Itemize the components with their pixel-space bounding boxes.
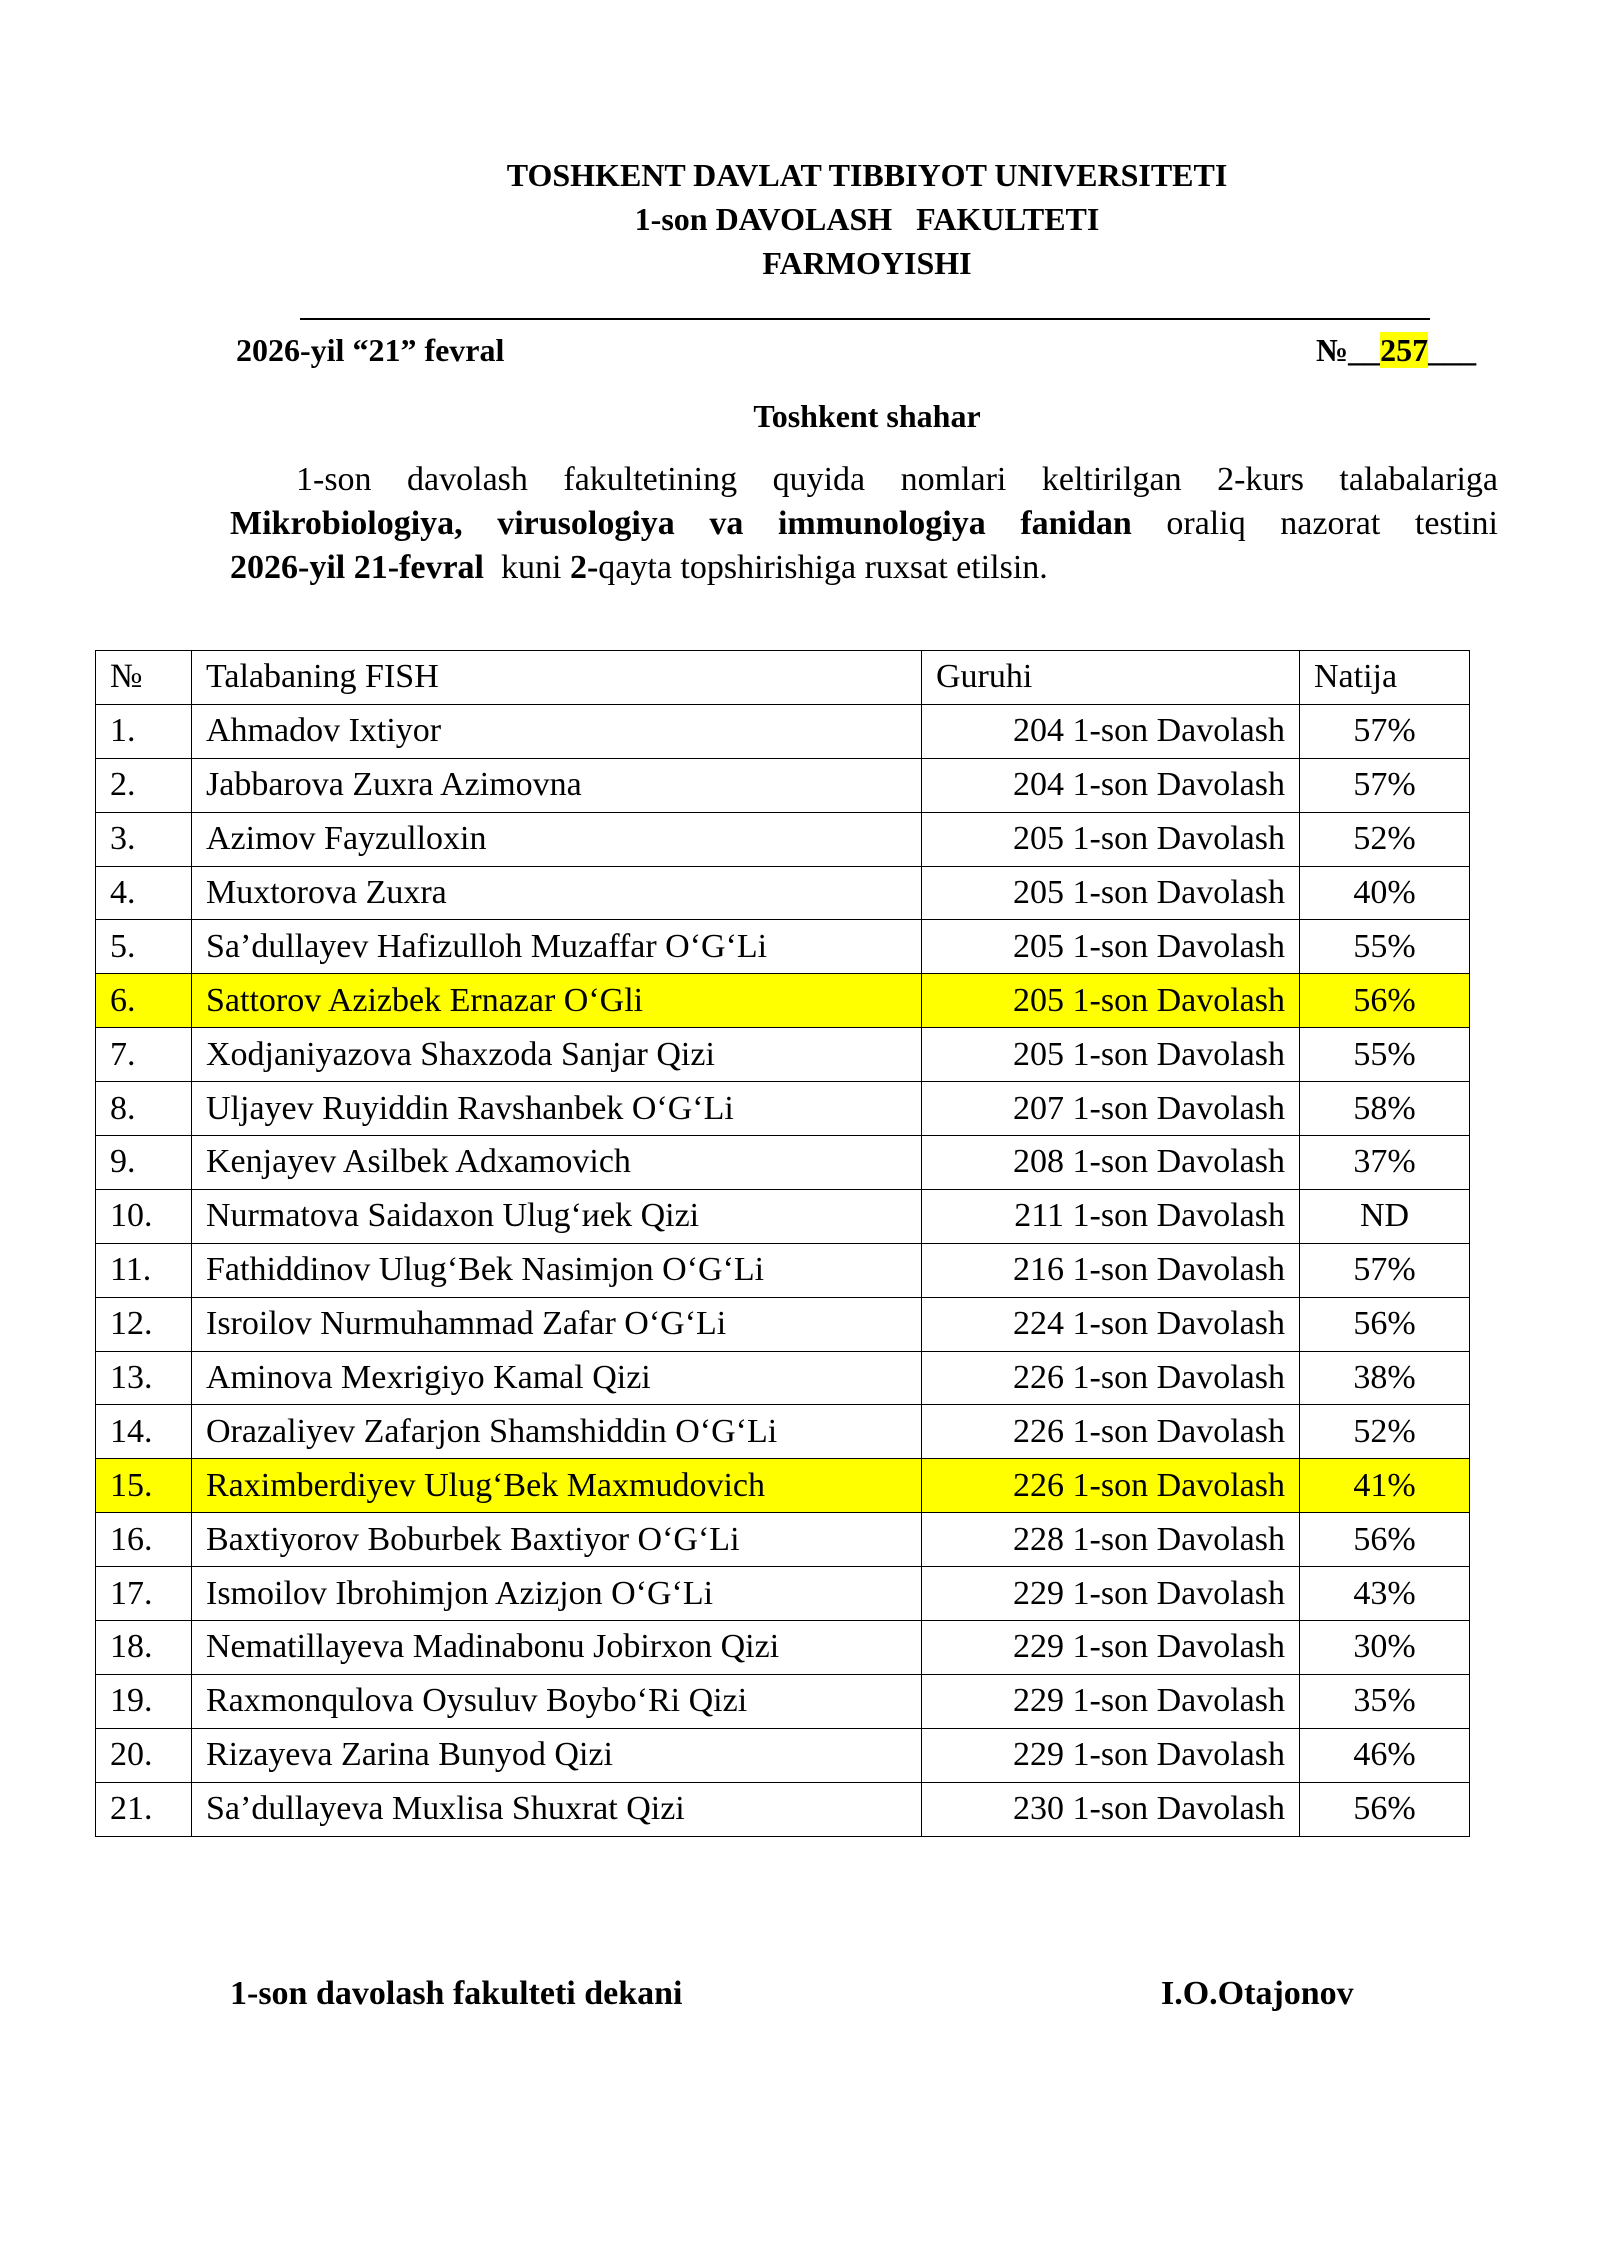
intro-attempt: 2- [569, 549, 599, 586]
cell-group: 207 1-son Davolash [922, 1082, 1300, 1136]
signatory-name: I.O.Otajonov [1161, 1975, 1354, 2012]
cell-name: Ismoilov Ibrohimjon Azizjon O‘G‘Li [192, 1567, 922, 1621]
table-row [96, 1513, 1470, 1567]
cell-group: 230 1-son Davolash [922, 1782, 1300, 1836]
cell-number: 6. [96, 974, 192, 1028]
cell-name: Raximberdiyev Ulug‘Bek Maxmudovich [192, 1459, 922, 1513]
cell-result: 43% [1300, 1567, 1470, 1621]
header-number: № [96, 651, 192, 705]
cell-name: Uljayev Ruyiddin Ravshanbek O‘G‘Li [192, 1082, 922, 1136]
cell-group: 229 1-son Davolash [922, 1728, 1300, 1782]
table-row [96, 812, 1470, 866]
city: Toshkent shahar [753, 398, 981, 434]
table-row [96, 1136, 1470, 1190]
cell-group: 204 1-son Davolash [922, 758, 1300, 812]
cell-group: 205 1-son Davolash [922, 920, 1300, 974]
cell-group: 208 1-son Davolash [922, 1136, 1300, 1190]
table-row [96, 920, 1470, 974]
cell-group: 229 1-son Davolash [922, 1567, 1300, 1621]
cell-group: 205 1-son Davolash [922, 866, 1300, 920]
cell-result: 37% [1300, 1136, 1470, 1190]
cell-result: 38% [1300, 1351, 1470, 1405]
cell-name: Sattorov Azizbek Ernazar O‘Gli [192, 974, 922, 1028]
cell-name: Ahmadov Ixtiyor [192, 704, 922, 758]
cell-group: 224 1-son Davolash [922, 1297, 1300, 1351]
cell-number: 16. [96, 1513, 192, 1567]
table-row [96, 1459, 1470, 1513]
cell-number: 9. [96, 1136, 192, 1190]
table-row [96, 1674, 1470, 1728]
intro-part3: kuni [484, 549, 570, 586]
cell-result: 56% [1300, 1297, 1470, 1351]
cell-group: 211 1-son Davolash [922, 1189, 1300, 1243]
cell-result: 35% [1300, 1674, 1470, 1728]
intro-part2: oraliq nazorat testini [1131, 505, 1498, 542]
cell-group: 205 1-son Davolash [922, 974, 1300, 1028]
table-row [96, 1297, 1470, 1351]
cell-number: 19. [96, 1674, 192, 1728]
cell-number: 8. [96, 1082, 192, 1136]
order-number-value: 257 [1380, 332, 1429, 368]
cell-number: 4. [96, 866, 192, 920]
table-row [96, 1567, 1470, 1621]
cell-group: 205 1-son Davolash [922, 1028, 1300, 1082]
cell-group: 226 1-son Davolash [922, 1405, 1300, 1459]
cell-result: 55% [1300, 920, 1470, 974]
cell-number: 13. [96, 1351, 192, 1405]
cell-name: Isroilov Nurmuhammad Zafar O‘G‘Li [192, 1297, 922, 1351]
header-group: Guruhi [922, 651, 1300, 705]
cell-name: Orazaliyev Zafarjon Shamshiddin O‘G‘Li [192, 1405, 922, 1459]
cell-name: Nematillayeva Madinabonu Jobirxon Qizi [192, 1621, 922, 1675]
cell-number: 10. [96, 1189, 192, 1243]
cell-name: Rizayeva Zarina Bunyod Qizi [192, 1728, 922, 1782]
signatory-title: 1-son davolash fakulteti dekani [230, 1975, 683, 2012]
cell-result: 56% [1300, 1782, 1470, 1836]
cell-group: 205 1-son Davolash [922, 812, 1300, 866]
cell-result: 30% [1300, 1621, 1470, 1675]
order-number [1316, 328, 1476, 372]
intro-subject: Mikrobiologiya, virusologiya va immunologiya fanidan [230, 505, 1132, 542]
cell-number: 18. [96, 1621, 192, 1675]
cell-result: 57% [1300, 1243, 1470, 1297]
table-row [96, 1028, 1470, 1082]
cell-group: 226 1-son Davolash [922, 1351, 1300, 1405]
order-number-prefix: №__ [1316, 332, 1381, 368]
table-row [96, 1189, 1470, 1243]
cell-number: 11. [96, 1243, 192, 1297]
faculty-name: 1-son DAVOLASH FAKULTETI [634, 201, 1100, 237]
table-row [96, 1621, 1470, 1675]
cell-number: 3. [96, 812, 192, 866]
table-row [96, 1082, 1470, 1136]
cell-number: 12. [96, 1297, 192, 1351]
cell-number: 17. [96, 1567, 192, 1621]
order-date: 2026-yil “21” fevral [236, 332, 505, 368]
cell-name: Baxtiyorov Boburbek Baxtiyor O‘G‘Li [192, 1513, 922, 1567]
cell-number: 20. [96, 1728, 192, 1782]
cell-number: 5. [96, 920, 192, 974]
cell-name: Fathiddinov Ulug‘Bek Nasimjon O‘G‘Li [192, 1243, 922, 1297]
cell-group: 226 1-son Davolash [922, 1459, 1300, 1513]
cell-result: 52% [1300, 1405, 1470, 1459]
cell-name: Muxtorova Zuxra [192, 866, 922, 920]
table-row [96, 1351, 1470, 1405]
cell-result: 41% [1300, 1459, 1470, 1513]
cell-result: 40% [1300, 866, 1470, 920]
cell-number: 1. [96, 704, 192, 758]
intro-part1: 1-son davolash fakultetining quyida nomlari keltirilgan 2-kurs talabalariga [296, 461, 1498, 498]
cell-name: Sa’dullayeva Muxlisa Shuxrat Qizi [192, 1782, 922, 1836]
table-row [96, 1728, 1470, 1782]
document-type: FARMOYISHI [762, 245, 972, 281]
table-row [96, 974, 1470, 1028]
cell-result: 56% [1300, 1513, 1470, 1567]
table-row [96, 704, 1470, 758]
table-row [96, 866, 1470, 920]
header-divider [300, 318, 1430, 320]
cell-group: 228 1-son Davolash [922, 1513, 1300, 1567]
header-name: Talabaning FISH [192, 651, 922, 705]
cell-group: 229 1-son Davolash [922, 1674, 1300, 1728]
intro-date: 2026-yil 21-fevral [230, 549, 484, 586]
cell-result: 57% [1300, 758, 1470, 812]
students-table [95, 650, 1470, 1837]
cell-number: 14. [96, 1405, 192, 1459]
cell-name: Azimov Fayzulloxin [192, 812, 922, 866]
cell-result: 52% [1300, 812, 1470, 866]
cell-number: 21. [96, 1782, 192, 1836]
cell-number: 2. [96, 758, 192, 812]
table-row [96, 1243, 1470, 1297]
table-row [96, 758, 1470, 812]
cell-name: Aminova Mexrigiyo Kamal Qizi [192, 1351, 922, 1405]
cell-result: 56% [1300, 974, 1470, 1028]
cell-name: Jabbarova Zuxra Azimovna [192, 758, 922, 812]
table-row [96, 1405, 1470, 1459]
cell-name: Nurmatova Saidaxon Ulug‘иek Qizi [192, 1189, 922, 1243]
cell-name: Raxmonqulova Oysuluv Boybo‘Ri Qizi [192, 1674, 922, 1728]
cell-result: ND [1300, 1189, 1470, 1243]
cell-number: 15. [96, 1459, 192, 1513]
cell-number: 7. [96, 1028, 192, 1082]
table-row [96, 1782, 1470, 1836]
cell-name: Kenjayev Asilbek Adxamovich [192, 1136, 922, 1190]
intro-paragraph [230, 458, 1498, 590]
cell-name: Xodjaniyazova Shaxzoda Sanjar Qizi [192, 1028, 922, 1082]
table-header-row [96, 651, 1470, 705]
cell-name: Sa’dullayev Hafizulloh Muzaffar O‘G‘Li [192, 920, 922, 974]
cell-result: 57% [1300, 704, 1470, 758]
cell-result: 46% [1300, 1728, 1470, 1782]
cell-result: 58% [1300, 1082, 1470, 1136]
cell-group: 204 1-son Davolash [922, 704, 1300, 758]
order-number-suffix: ___ [1428, 332, 1477, 368]
header-result: Natija [1300, 651, 1470, 705]
cell-group: 216 1-son Davolash [922, 1243, 1300, 1297]
university-name: TOSHKENT DAVLAT TIBBIYOT UNIVERSITETI [506, 157, 1228, 193]
cell-group: 229 1-son Davolash [922, 1621, 1300, 1675]
intro-part4: qayta topshirishiga ruxsat etilsin. [598, 549, 1048, 586]
cell-result: 55% [1300, 1028, 1470, 1082]
